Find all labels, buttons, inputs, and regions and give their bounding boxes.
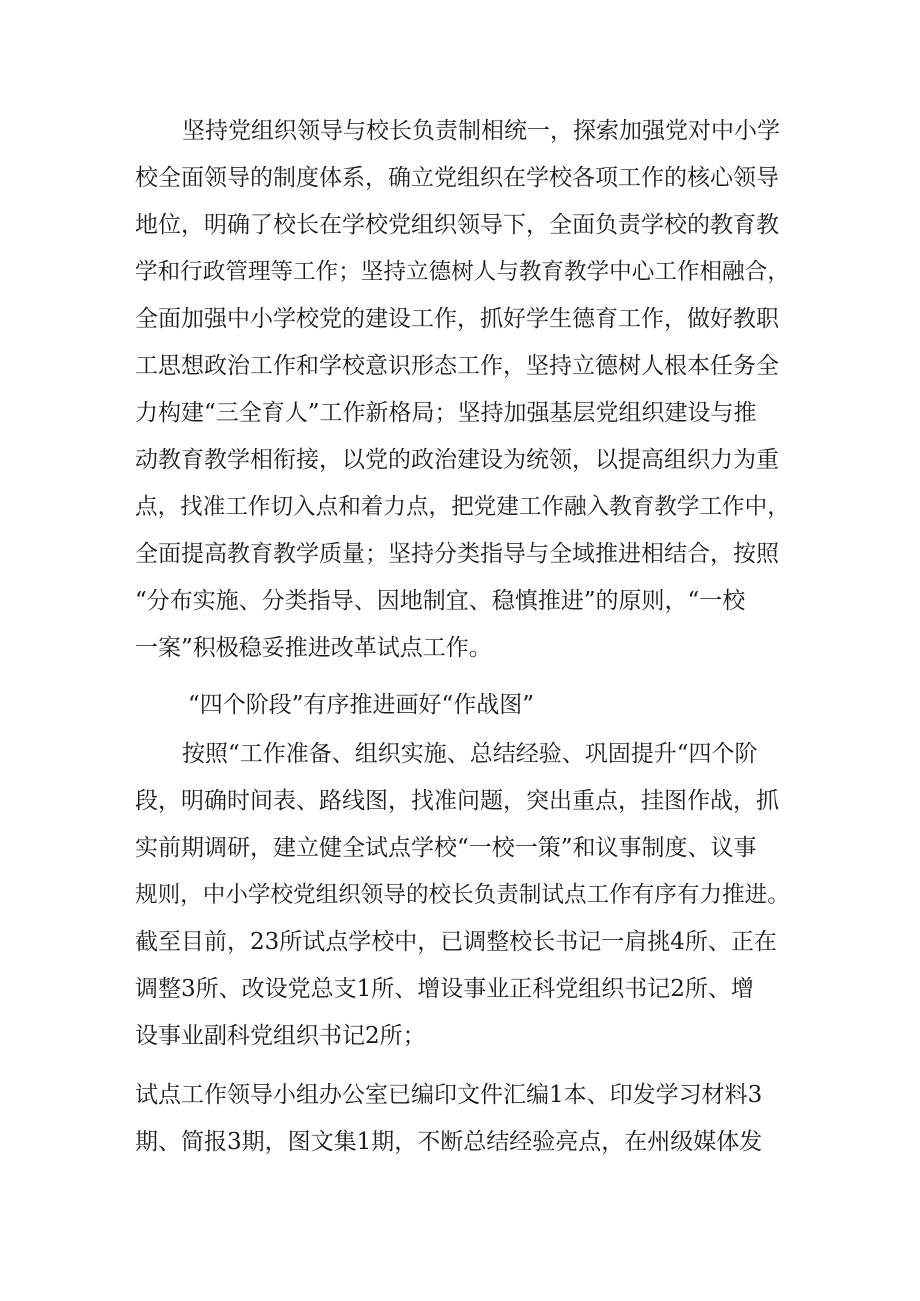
paragraph-1-line-8: 动教育教学相衔接，以党的政治建设为统领，以提高组织力为重	[135, 447, 779, 473]
paragraph-3-line-5: 截至目前，23所试点学校中，已调整校长书记一肩挑4所、正在	[135, 929, 777, 955]
paragraph-1-line-2: 校全面领导的制度体系，确立党组织在学校各项工作的核心领导	[135, 165, 779, 191]
paragraph-3-line-3: 实前期调研，建立健全试点学校“一校一策”和议事制度、议事	[135, 835, 757, 861]
paragraph-1-line-1: 坚持党组织领导与校长负责制相统一，探索加强党对中小学	[182, 118, 780, 144]
section-heading: “四个阶段”有序推进画好“作战图”	[188, 692, 535, 718]
paragraph-1-line-12: 一案”积极稳妥推进改革试点工作。	[135, 635, 492, 661]
paragraph-1-line-6: 工思想政治工作和学校意识形态工作，坚持立德树人根本任务全	[135, 353, 779, 379]
paragraph-3-line-6: 调整3所、改设党总支1所、增设事业正科党组织书记2所、增	[135, 976, 754, 1002]
paragraph-1-line-9: 点，找准工作切入点和着力点，把党建工作融入教育教学工作中，	[135, 494, 790, 520]
paragraph-1-line-3: 地位，明确了校长在学校党组织领导下，全面负责学校的教育教	[135, 212, 779, 238]
paragraph-3-line-7: 设事业副科党组织书记2所；	[135, 1023, 426, 1049]
paragraph-4-line-1: 试点工作领导小组办公室已编印文件汇编1本、印发学习材料3	[135, 1082, 763, 1108]
paragraph-3-line-1: 按照“工作准备、组织实施、总结经验、巩固提升“四个阶	[182, 741, 758, 767]
paragraph-1-line-5: 全面加强中小学校党的建设工作，抓好学生德育工作，做好教职	[135, 306, 779, 332]
paragraph-1-line-11: “分布实施、分类指导、因地制宜、稳慎推进”的原则，“一校	[135, 588, 746, 614]
paragraph-4-line-2: 期、简报3期，图文集1期，不断总结经验亮点，在州级媒体发	[135, 1129, 763, 1155]
paragraph-1-line-10: 全面提高教育教学质量；坚持分类指导与全域推进相结合，按照	[135, 541, 779, 567]
paragraph-3-line-2: 段，明确时间表、路线图，找准问题，突出重点，挂图作战，抓	[135, 788, 779, 814]
paragraph-1-line-7: 力构建“三全育人”工作新格局；坚持加强基层党组织建设与推	[135, 400, 757, 426]
paragraph-1-line-4: 学和行政管理等工作；坚持立德树人与教育教学中心工作相融合，	[135, 259, 790, 285]
paragraph-3-line-4: 规则，中小学校党组织领导的校长负责制试点工作有序有力推进。	[135, 882, 790, 908]
